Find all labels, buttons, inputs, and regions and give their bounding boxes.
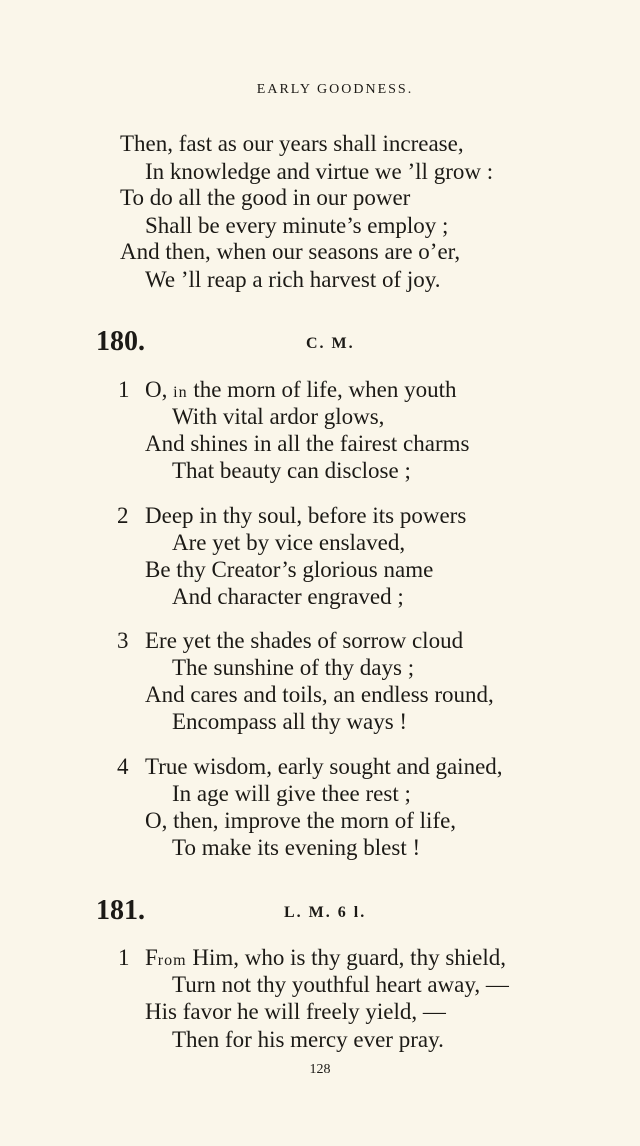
stanza-number: 2 bbox=[117, 503, 129, 528]
stanza-number: 1 bbox=[118, 377, 130, 402]
hymn-meter: C. M. bbox=[306, 335, 355, 352]
verse-line: Be thy Creator’s glorious name bbox=[145, 557, 434, 582]
verse-line: Shall be every minute’s employ ; bbox=[145, 213, 449, 238]
verse-line: Encompass all thy ways ! bbox=[172, 709, 408, 734]
verse-line: Turn not thy youthful heart away, — bbox=[172, 972, 509, 997]
stanza-number: 4 bbox=[117, 754, 129, 779]
verse-line: We ’ll reap a rich harvest of joy. bbox=[145, 267, 441, 292]
verse-line: The sunshine of thy days ; bbox=[172, 655, 415, 680]
verse-line: In age will give thee rest ; bbox=[172, 781, 411, 806]
verse-line: Then for his mercy ever pray. bbox=[172, 1027, 444, 1052]
verse-line: True wisdom, early sought and gained, bbox=[145, 754, 503, 779]
verse-line: And cares and toils, an endless round, bbox=[145, 682, 494, 707]
verse-line: That beauty can disclose ; bbox=[172, 458, 411, 483]
hymn-number: 180. bbox=[96, 326, 145, 357]
verse-line: And shines in all the fairest charms bbox=[145, 431, 470, 456]
verse-line: From Him, who is thy guard, thy shield, bbox=[145, 945, 507, 970]
verse-line: To make its evening blest ! bbox=[172, 835, 421, 860]
verse-line: Deep in thy soul, before its powers bbox=[145, 503, 467, 528]
verse-line: And character engraved ; bbox=[172, 584, 404, 609]
verse-line: Then, fast as our years shall increase, bbox=[120, 131, 464, 156]
hymn-meter: L. M. 6 l. bbox=[284, 904, 367, 921]
verse-line: To do all the good in our power bbox=[120, 185, 411, 210]
verse-line: Are yet by vice enslaved, bbox=[172, 530, 406, 555]
verse-line: In knowledge and virtue we ’ll grow : bbox=[145, 159, 494, 184]
verse-line: And then, when our seasons are o’er, bbox=[120, 239, 461, 264]
page-number: 128 bbox=[309, 1062, 331, 1077]
stanza-number: 3 bbox=[117, 628, 129, 653]
verse-line: With vital ardor glows, bbox=[172, 404, 385, 429]
verse-line: O, then, improve the morn of life, bbox=[145, 808, 457, 833]
verse-line: O, in the morn of life, when youth bbox=[145, 377, 457, 402]
stanza-number: 1 bbox=[118, 945, 130, 970]
hymn-number: 181. bbox=[96, 895, 145, 926]
running-header: EARLY GOODNESS. bbox=[256, 82, 414, 97]
verse-line: Ere yet the shades of sorrow cloud bbox=[145, 628, 464, 653]
verse-line: His favor he will freely yield, — bbox=[145, 999, 446, 1024]
